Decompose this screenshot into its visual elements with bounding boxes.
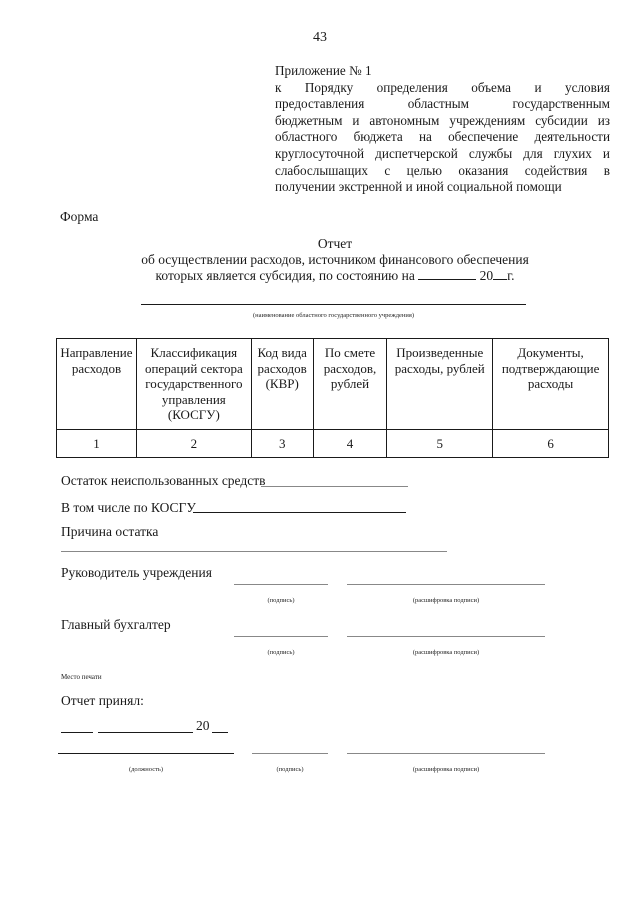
report-table	[56, 338, 609, 458]
head-label: Руководитель учреждения	[61, 565, 212, 580]
accepted-position-field[interactable]	[58, 753, 234, 754]
appendix-line: получении экстренной и иной социальной помощи	[275, 179, 562, 195]
report-date-line	[0, 267, 640, 284]
report-year-field[interactable]	[493, 267, 507, 280]
table-number-row	[57, 429, 609, 458]
table-header-cell: Документы, подтверждающие расходы	[493, 339, 609, 430]
head-signature-caption: (подпись)	[267, 597, 295, 604]
report-title: Отчет	[317, 236, 353, 251]
remainder-label: Остаток неиспользованных средств	[61, 473, 266, 488]
accepted-month-field[interactable]	[98, 732, 193, 733]
table-number-cell: 6	[493, 429, 609, 458]
kosgu-label: В том числе по КОСГУ	[61, 500, 196, 515]
appendix-line: областного бюджета на обеспечение деятельности	[275, 129, 610, 145]
page-number: 43	[313, 30, 327, 45]
appendix-line: к Порядку определения объема и условия	[275, 79, 610, 95]
report-subtitle: об осуществлении расходов, источником финансового обеспечения	[141, 251, 529, 267]
report-year: 20	[479, 268, 494, 283]
accepted-decoding-field[interactable]	[347, 753, 545, 754]
table-number-cell: 3	[251, 429, 313, 458]
appendix-line: бюджетным и автономным учреждениям субсидии из	[275, 112, 610, 128]
table-header-row	[57, 339, 609, 430]
appendix-line: слабослышащих с целью оказания содействия в	[275, 162, 610, 178]
report-date-field[interactable]	[418, 267, 476, 280]
table-header-cell: Классификация операций сектора государственного управления (КОСГУ)	[136, 339, 251, 430]
table-header-cell: Код вида расходов (КВР)	[251, 339, 313, 430]
table-header-cell: Произведенные расходы, рублей	[387, 339, 493, 430]
appendix-title: Приложение № 1	[275, 63, 372, 78]
head-signature-field[interactable]	[234, 584, 328, 585]
accountant-signature-caption: (подпись)	[267, 649, 295, 656]
remainder-field[interactable]	[261, 486, 408, 487]
table-header-cell: По смете расходов, рублей	[313, 339, 387, 430]
institution-name-caption: (наименование областного государственного учреждения)	[252, 312, 415, 319]
accepted-signature-field[interactable]	[252, 753, 328, 754]
head-decoding-field[interactable]	[347, 584, 545, 585]
accepted-position-caption: (должность)	[128, 766, 164, 773]
report-title-block	[0, 236, 640, 284]
appendix-line: предоставления областным государственным	[275, 96, 610, 112]
accepted-year-prefix: 20	[196, 718, 210, 733]
institution-name-field[interactable]	[141, 304, 526, 305]
accountant-label: Главный бухгалтер	[61, 617, 171, 632]
table-header-cell: Направление расходов	[57, 339, 137, 430]
table-number-cell: 5	[387, 429, 493, 458]
accountant-decoding-caption: (расшифровка подписи)	[412, 649, 480, 656]
accepted-label: Отчет принял:	[61, 693, 144, 708]
table-number-cell: 2	[136, 429, 251, 458]
appendix-header	[275, 63, 610, 196]
form-label: Форма	[60, 209, 99, 224]
accountant-signature-field[interactable]	[234, 636, 328, 637]
accountant-decoding-field[interactable]	[347, 636, 545, 637]
stamp-place: Место печати	[61, 673, 102, 681]
report-year-suffix: г.	[507, 268, 515, 283]
reason-label: Причина остатка	[61, 524, 159, 539]
head-decoding-caption: (расшифровка подписи)	[412, 597, 480, 604]
table-number-cell: 1	[57, 429, 137, 458]
table-number-cell: 4	[313, 429, 387, 458]
accepted-signature-caption: (подпись)	[276, 766, 304, 773]
accepted-decoding-caption: (расшифровка подписи)	[412, 766, 480, 773]
accepted-year-field[interactable]	[212, 732, 228, 733]
report-date-prefix: которых является субсидия, по состоянию на	[155, 268, 415, 283]
accepted-day-field[interactable]	[61, 732, 93, 733]
kosgu-field[interactable]	[193, 512, 406, 513]
reason-field[interactable]	[61, 551, 447, 552]
appendix-line: круглосуточной диспетчерской службы для глухих и	[275, 145, 610, 161]
